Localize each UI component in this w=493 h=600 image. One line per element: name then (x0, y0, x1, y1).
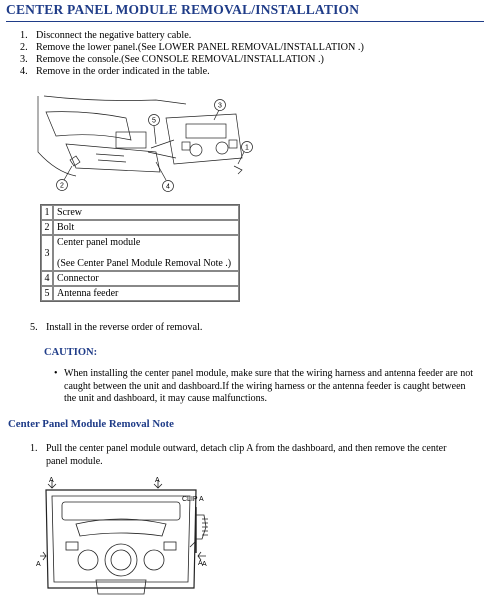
caution-heading: CAUTION: (44, 347, 98, 358)
clip-a-label: CLIP A (182, 496, 204, 503)
part-number: 2 (41, 220, 53, 235)
step-text: Remove in the order indicated in the table. (36, 66, 210, 77)
step-text: Disconnect the negative battery cable. (36, 30, 192, 41)
caution-text: When installing the center panel module, make sure that the wiring harness and antenna feeder are not caught between the unit and dashboard.If the wiring harness or the antenna feeder is caught between the unit and dashboard, it may cause malfunctions. (64, 368, 474, 404)
step-item (20, 54, 364, 66)
dashboard-exploded-figure (36, 92, 266, 202)
step-number: 2. (20, 42, 28, 53)
removal-steps (20, 30, 364, 78)
part-name: Antenna feeder (53, 286, 239, 301)
title-rule (6, 21, 484, 22)
clip-a-figure (180, 493, 216, 573)
clip-marker-a: A (202, 561, 207, 568)
part-number: 4 (41, 271, 53, 286)
part-number: 1 (41, 205, 53, 220)
part-name: Screw (53, 205, 239, 220)
callout-5: 5 (152, 117, 156, 125)
callout-3: 3 (218, 102, 222, 110)
bullet-icon: • (54, 368, 58, 379)
step-text: Remove the console.(See CONSOLE REMOVAL/INSTALLATION .) (36, 54, 324, 65)
step-item (20, 66, 364, 78)
table-row (41, 220, 239, 235)
clip-marker-a: A (36, 561, 41, 568)
removal-note-heading: Center Panel Module Removal Note (8, 418, 174, 430)
callout-4: 4 (166, 183, 170, 191)
install-step (30, 322, 202, 333)
table-row (41, 235, 239, 271)
part-number: 5 (41, 286, 53, 301)
table-row (41, 205, 239, 220)
step-number: 3. (20, 54, 28, 65)
step-item (20, 30, 364, 42)
part-name-with-note (53, 235, 239, 271)
step-item (20, 42, 364, 54)
caution-bullet (54, 368, 474, 406)
table-row (41, 271, 239, 286)
clip-marker-a: A (49, 477, 54, 484)
step-text: Remove the lower panel.(See LOWER PANEL REMOVAL/INSTALLATION .) (36, 42, 364, 53)
step-text: Pull the center panel module outward, detach clip A from the dashboard, and then remove the center panel module. (46, 443, 447, 467)
callout-1: 1 (245, 144, 249, 152)
removal-note-step (30, 443, 470, 468)
part-number: 3 (41, 235, 53, 271)
part-name: Connector (53, 271, 239, 286)
step-text: Install in the reverse order of removal. (46, 322, 203, 333)
table-row (41, 286, 239, 301)
step-number: 1. (30, 443, 38, 454)
part-note: (See Center Panel Module Removal Note .) (57, 258, 232, 269)
page-title: CENTER PANEL MODULE REMOVAL/INSTALLATION (6, 2, 360, 17)
clip-marker-a: A (155, 477, 160, 484)
part-name: Center panel module (57, 237, 141, 248)
part-name: Bolt (53, 220, 239, 235)
parts-table (40, 204, 240, 302)
callout-2: 2 (60, 182, 64, 190)
step-number: 4. (20, 66, 28, 77)
step-number: 5. (30, 322, 38, 333)
clip-marker-a: A (198, 560, 203, 567)
step-number: 1. (20, 30, 28, 41)
